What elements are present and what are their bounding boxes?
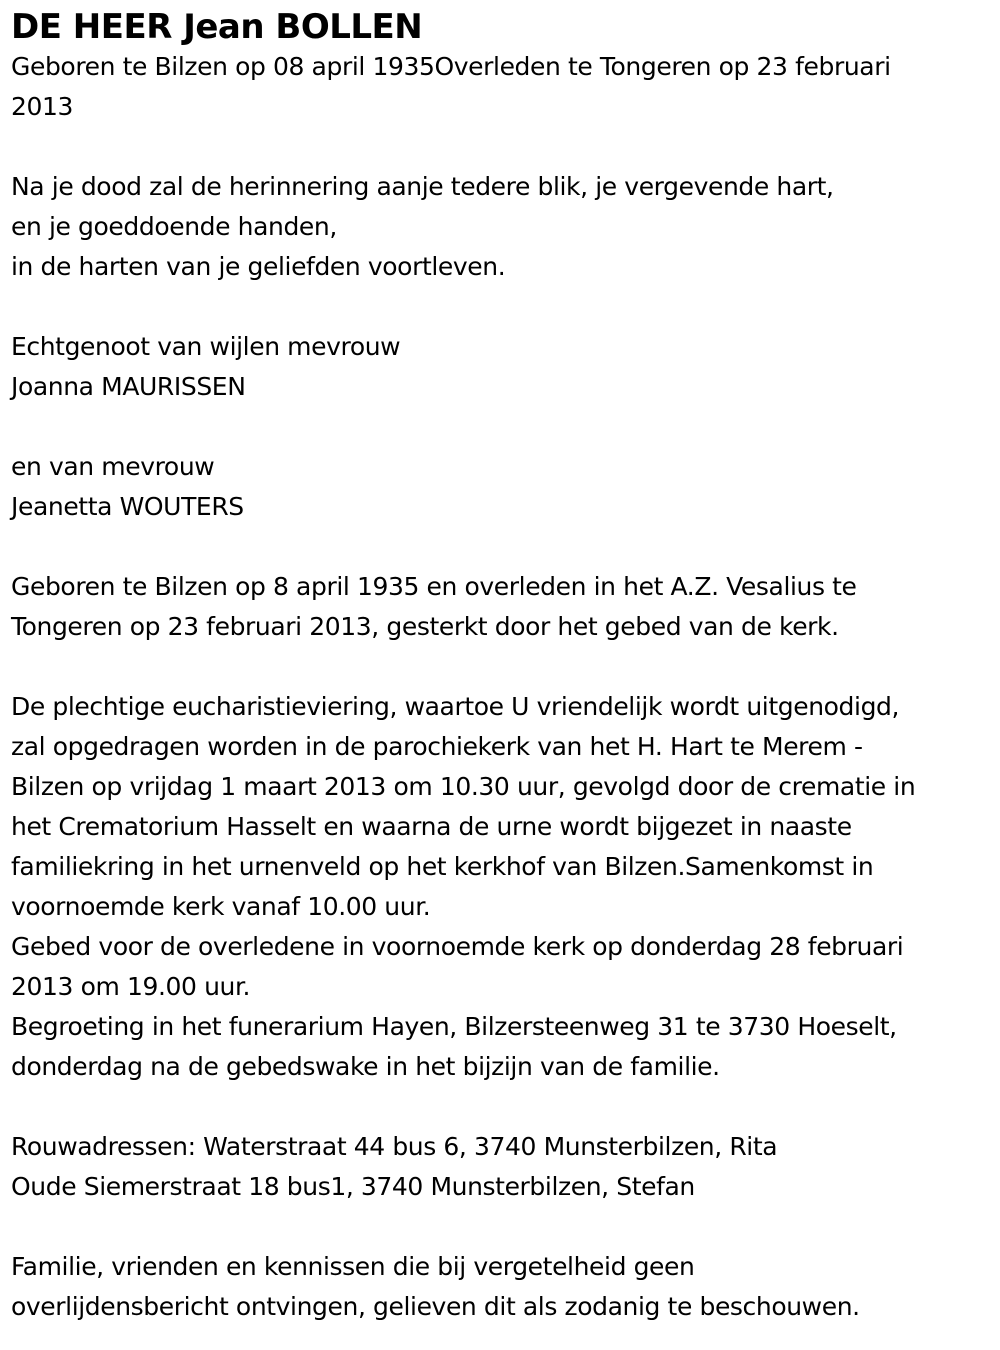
closing-paragraph [11,1247,996,1327]
text-line: zal opgedragen worden in de parochiekerk van het H. Hart te Merem - [11,732,863,761]
text-line: Tongeren op 23 februari 2013, gesterkt door het gebed van de kerk. [11,612,839,641]
text-line: Rouwadressen: Waterstraat 44 bus 6, 3740 Munsterbilzen, Rita [11,1132,778,1161]
text-line: 2013 [11,92,74,121]
text-line: familiekring in het urnenveld op het kerkhof van Bilzen.Samenkomst in [11,852,874,881]
text-line: Begroeting in het funerarium Hayen, Bilzersteenweg 31 te 3730 Hoeselt, [11,1012,897,1041]
text-line: Na je dood zal de herinnering aanje tedere blik, je vergevende hart, [11,172,834,201]
text-line: Bilzen op vrijdag 1 maart 2013 om 10.30 uur, gevolgd door de crematie in [11,772,916,801]
paragraph-spacer [11,527,996,567]
paragraph-spacer [11,127,996,167]
dates-paragraph [11,47,996,127]
text-line: Gebed voor de overledene in voornoemde kerk op donderdag 28 februari [11,932,904,961]
first-spouse-paragraph [11,327,996,407]
text-line: het Crematorium Hasselt en waarna de urne wordt bijgezet in naaste [11,812,852,841]
text-line: in de harten van je geliefden voortleven. [11,252,506,281]
obituary-notice [11,0,996,1327]
second-spouse-paragraph [11,447,996,527]
paragraph-spacer [11,1087,996,1127]
text-line: donderdag na de gebedswake in het bijzijn van de familie. [11,1052,720,1081]
text-line: Oude Siemerstraat 18 bus1, 3740 Munsterbilzen, Stefan [11,1172,695,1201]
text-line: Geboren te Bilzen op 8 april 1935 en overleden in het A.Z. Vesalius te [11,572,857,601]
paragraph-spacer [11,1207,996,1247]
text-line: 2013 om 19.00 uur. [11,972,251,1001]
paragraph-spacer [11,287,996,327]
paragraph-spacer [11,407,996,447]
text-line: De plechtige eucharistieviering, waartoe U vriendelijk wordt uitgenodigd, [11,692,900,721]
text-line: Jeanetta WOUTERS [11,492,244,521]
poem-paragraph [11,167,996,287]
text-line: Echtgenoot van wijlen mevrouw [11,332,401,361]
text-line: Familie, vrienden en kennissen die bij vergetelheid geen [11,1252,695,1281]
text-line: overlijdensbericht ontvingen, gelieven dit als zodanig te beschouwen. [11,1292,860,1321]
text-line: Geboren te Bilzen op 08 april 1935Overleden te Tongeren op 23 februari [11,52,891,81]
birth-death-paragraph [11,567,996,647]
text-line: en je goeddoende handen, [11,212,337,241]
text-line: voornoemde kerk vanaf 10.00 uur. [11,892,431,921]
addresses-paragraph [11,1127,996,1207]
paragraph-spacer [11,647,996,687]
deceased-name-title: DE HEER Jean BOLLEN [11,7,423,47]
text-line: Joanna MAURISSEN [11,372,246,401]
service-paragraph [11,687,996,1087]
text-line: en van mevrouw [11,452,215,481]
